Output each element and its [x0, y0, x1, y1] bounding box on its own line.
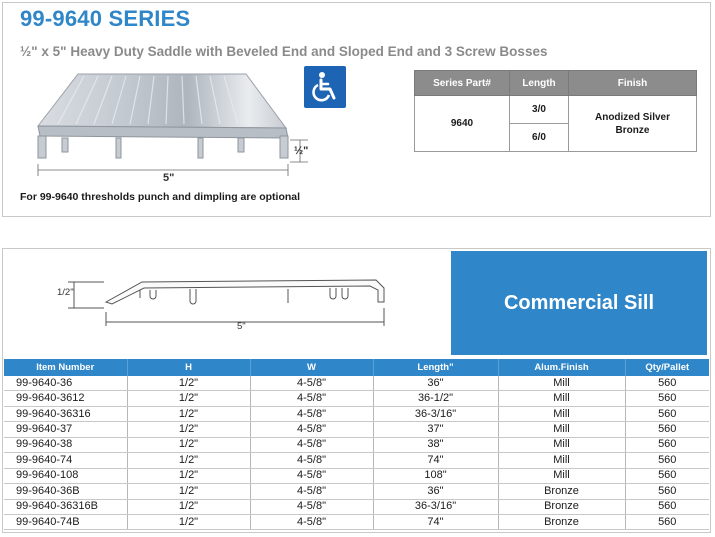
series-table: [414, 70, 697, 152]
item-number-cell: 99-9640-37: [4, 422, 127, 437]
length-value: 3/0: [510, 96, 569, 124]
table-row: [4, 499, 709, 514]
sill-width-label: 5": [237, 321, 246, 332]
h-cell: 1/2": [127, 453, 250, 468]
series-part-value: 9640: [415, 96, 510, 152]
length-header: Length": [373, 359, 498, 376]
qty-cell: 560: [625, 376, 709, 391]
finish-header: Finish: [569, 71, 697, 96]
qty-cell: 560: [625, 406, 709, 421]
table-row: [4, 453, 709, 468]
h-cell: 1/2": [127, 376, 250, 391]
table-row: [4, 437, 709, 452]
product-subtitle: ½" x 5" Heavy Duty Saddle with Beveled End and Sloped End and 3 Screw Bosses: [20, 44, 548, 59]
w-cell: 4-5/8": [250, 422, 373, 437]
table-row: [4, 376, 709, 391]
finish-cell: Mill: [498, 391, 625, 406]
qty-cell: 560: [625, 468, 709, 483]
w-cell: 4-5/8": [250, 437, 373, 452]
item-number-cell: 99-9640-108: [4, 468, 127, 483]
w-cell: 4-5/8": [250, 484, 373, 499]
table-row: [4, 391, 709, 406]
finish-cell: Mill: [498, 437, 625, 452]
length-cell: 36": [373, 484, 498, 499]
length-cell: 74": [373, 453, 498, 468]
h-cell: 1/2": [127, 484, 250, 499]
finish-cell: Mill: [498, 406, 625, 421]
length-cell: 36-1/2": [373, 391, 498, 406]
item-number-cell: 99-9640-74: [4, 453, 127, 468]
finish-cell: Mill: [498, 422, 625, 437]
item-number-cell: 99-9640-74B: [4, 514, 127, 529]
item-number-cell: 99-9640-36316B: [4, 499, 127, 514]
table-row: [4, 514, 709, 529]
h-cell: 1/2": [127, 391, 250, 406]
finish-header: Alum.Finish: [498, 359, 625, 376]
w-cell: 4-5/8": [250, 453, 373, 468]
finish-cell: Bronze: [498, 499, 625, 514]
finish-cell: Bronze: [498, 484, 625, 499]
length-header: Length: [510, 71, 569, 96]
item-number-header: Item Number: [4, 359, 127, 376]
sill-profile-drawing: [40, 268, 400, 328]
w-cell: 4-5/8": [250, 514, 373, 529]
table-row: [4, 468, 709, 483]
qty-cell: 560: [625, 499, 709, 514]
item-number-cell: 99-9640-3612: [4, 391, 127, 406]
item-number-cell: 99-9640-36316: [4, 406, 127, 421]
finish-cell: Mill: [498, 453, 625, 468]
qty-cell: 560: [625, 453, 709, 468]
sill-height-label: 1/2": [57, 287, 74, 298]
series-part-header: Series Part#: [415, 71, 510, 96]
h-cell: 1/2": [127, 514, 250, 529]
h-cell: 1/2": [127, 437, 250, 452]
qty-cell: 560: [625, 422, 709, 437]
punch-dimple-note: For 99-9640 thresholds punch and dimpling are optional: [20, 191, 301, 203]
h-cell: 1/2": [127, 406, 250, 421]
qty-cell: 560: [625, 391, 709, 406]
h-cell: 1/2": [127, 499, 250, 514]
table-row: [4, 422, 709, 437]
qty-header: Qty/Pallet: [625, 359, 709, 376]
items-table: [4, 359, 709, 530]
w-cell: 4-5/8": [250, 406, 373, 421]
height-dimension-label: ½": [294, 145, 309, 157]
wheelchair-icon: [304, 66, 346, 108]
h-cell: 1/2": [127, 468, 250, 483]
length-cell: 74": [373, 514, 498, 529]
qty-cell: 560: [625, 437, 709, 452]
length-cell: 108": [373, 468, 498, 483]
qty-cell: 560: [625, 484, 709, 499]
w-cell: 4-5/8": [250, 391, 373, 406]
length-cell: 38": [373, 437, 498, 452]
width-dimension-label: 5": [163, 172, 175, 184]
item-number-cell: 99-9640-36: [4, 376, 127, 391]
item-number-cell: 99-9640-38: [4, 437, 127, 452]
qty-cell: 560: [625, 514, 709, 529]
length-cell: 36-3/16": [373, 499, 498, 514]
finish-value: Anodized Silver Bronze: [569, 96, 697, 152]
length-cell: 37": [373, 422, 498, 437]
commercial-sill-banner: Commercial Sill: [451, 251, 707, 355]
series-title: 99-9640 SERIES: [20, 6, 191, 31]
finish-cell: Mill: [498, 376, 625, 391]
h-header: H: [127, 359, 250, 376]
finish-cell: Mill: [498, 468, 625, 483]
length-cell: 36": [373, 376, 498, 391]
h-cell: 1/2": [127, 422, 250, 437]
length-value: 6/0: [510, 124, 569, 152]
w-cell: 4-5/8": [250, 376, 373, 391]
item-number-cell: 99-9640-36B: [4, 484, 127, 499]
finish-cell: Bronze: [498, 514, 625, 529]
w-cell: 4-5/8": [250, 499, 373, 514]
items-table-body: [4, 376, 709, 530]
table-row: [4, 406, 709, 421]
w-cell: 4-5/8": [250, 468, 373, 483]
table-row: [4, 484, 709, 499]
w-header: W: [250, 359, 373, 376]
length-cell: 36-3/16": [373, 406, 498, 421]
